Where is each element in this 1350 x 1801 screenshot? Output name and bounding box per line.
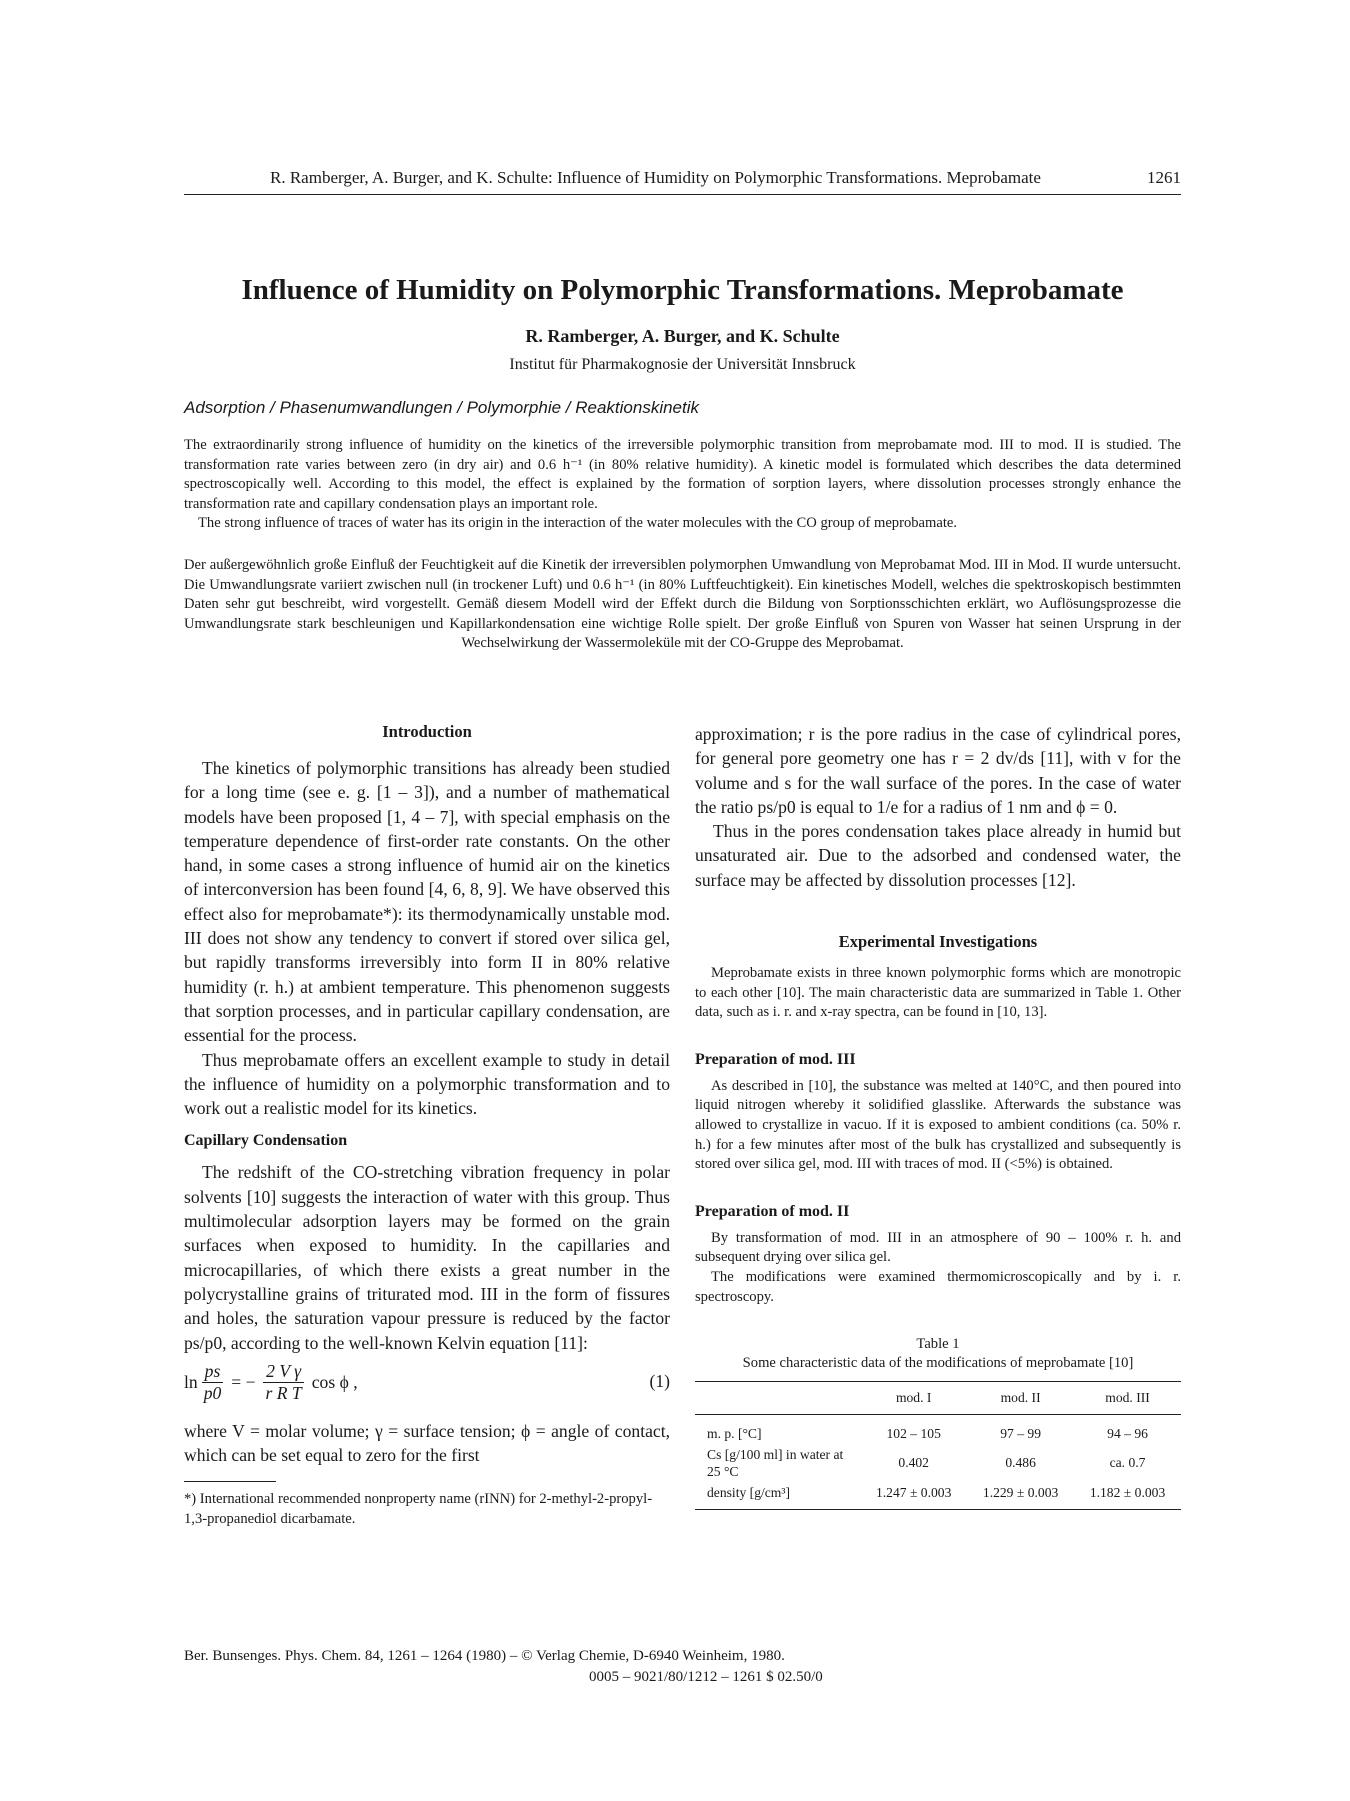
- section-heading-introduction: Introduction: [382, 722, 472, 741]
- prep-mod3-paragraph: As described in [10], the substance was melted at 140°C, and then poured into liquid nitrogen whereby it solidified glasslike. Afterwards the substance was allowed to crystallize in vacuo. If it is exposed to ambient conditions (ca. 50% r. h.) for a few minutes after most of the bulk has crystallized and subsequently is stored over silica gel, mod. III with traces of mod. II (<5%) is obtained.: [695, 1077, 1181, 1173]
- data-table: [695, 1381, 1181, 1510]
- eq-lhs-den: p0: [203, 1382, 222, 1403]
- eq-rhs-den: r R T: [265, 1382, 302, 1403]
- table-cell: 102 – 105: [886, 1425, 941, 1441]
- affiliation: Institut für Pharmakognosie der Universität Innsbruck: [509, 356, 856, 373]
- table-header-cell: [695, 1382, 860, 1415]
- table-row: [695, 1444, 1181, 1482]
- table-header-cell: mod. II: [967, 1382, 1074, 1415]
- keywords: Adsorption / Phasenumwandlungen / Polymorphie / Reaktionskinetik: [184, 398, 700, 417]
- equation-number: (1): [649, 1370, 670, 1391]
- eq-lhs-num: ps: [202, 1361, 224, 1383]
- page-footer: [184, 1646, 1181, 1688]
- table-1: [695, 1321, 1181, 1510]
- table-row: [695, 1415, 1181, 1445]
- experimental-paragraph: Meprobamate exists in three known polymorphic forms which are monotropic to each other [10]. The main characteristic data are summarized in Table 1. Other data, such as i. r. and x-ray spectra, can be found in [10, 13].: [695, 965, 1181, 1021]
- paper-title: Influence of Humidity on Polymorphic Transformations. Meprobamate: [241, 274, 1124, 306]
- section-heading-experimental: Experimental Investigations: [838, 932, 1038, 952]
- table-header-cell: mod. I: [860, 1382, 967, 1415]
- abstract-german: [184, 556, 1181, 654]
- continued-paragraph: approximation; r is the pore radius in the case of cylindrical pores, for general pore geometry one has r = 2 dv/ds [11], with v for the volume and s for the wall surface of the pores. In the case of water the ratio ps/p0 is equal to 1/e for a radius of 1 nm and ϕ = 0.: [695, 724, 1181, 817]
- eq-ln: ln: [184, 1371, 198, 1392]
- eq-equals: = −: [231, 1371, 256, 1392]
- continued-paragraph: Thus in the pores condensation takes place already in humid but unsaturated air. Due to the adsorbed and condensed water, the surface may be affected by dissolution processes [12].: [695, 821, 1181, 890]
- table-cell: 1.247 ± 0.003: [860, 1482, 967, 1510]
- left-column: [184, 722, 670, 1530]
- abstract-de-paragraph: Der außergewöhnlich große Einfluß der Feuchtigkeit auf die Kinetik der irreversiblen polymorphen Umwandlung von Meprobamat Mod. III in Mod. II wurde untersucht. Die Umwandlungsrate variiert zwischen null (in trockener Luft) und 0.6 h⁻¹ (in 80% Luftfeuchtigkeit). Ein kinetisches Modell, welches die spektroskopisch bestimmten Daten sehr gut beschreibt, wird vorgestellt. Gemäß diesem Modell wird der Effekt durch die Bildung von Sorptionsschichten erklärt, wo Auflösungsprozesse die Umwandlungsrate stark beschleunigen und Kapillarkondensation eine wichtige Rolle spielt. Der große Einfluß von Spuren von Wasser hat seinen Ursprung in der Wechselwirkung der Wassermoleküle mit der CO-Gruppe des Meprobamat.: [184, 557, 1181, 651]
- table-caption: Some characteristic data of the modifications of meprobamate [10]: [742, 1355, 1134, 1372]
- section-heading-prep-mod3: Preparation of mod. III: [695, 1050, 856, 1068]
- section-heading-capillary: Capillary Condensation: [184, 1132, 348, 1150]
- table-row-label: density [g/cm³]: [695, 1482, 860, 1510]
- section-heading-prep-mod2: Preparation of mod. II: [695, 1202, 850, 1220]
- table-cell: 94 – 96: [1107, 1425, 1148, 1441]
- running-title: R. Ramberger, A. Burger, and K. Schulte: Influence of Humidity on Polymorphic Transformations. Meprobamate: [270, 168, 1041, 187]
- prep-mod2-paragraph: The modifications were examined thermomicroscopically and by i. r. spectroscopy.: [695, 1269, 1181, 1305]
- table-header-cell: mod. III: [1074, 1382, 1181, 1415]
- footnote: *) International recommended nonproperty name (rINN) for 2-methyl-2-propyl-1,3-propanediol dicarbamate.: [184, 1491, 653, 1528]
- authors: R. Ramberger, A. Burger, and K. Schulte: [525, 326, 840, 346]
- eq-rhs-num: 2 V γ: [263, 1361, 304, 1383]
- page-number: 1261: [1147, 168, 1181, 187]
- abstract-english: [184, 436, 1181, 534]
- prep-mod2-paragraph: By transformation of mod. III in an atmosphere of 90 – 100% r. h. and subsequent drying over silica gel.: [695, 1229, 1181, 1266]
- table-cell: 1.229 ± 0.003: [967, 1482, 1074, 1510]
- table-label: Table 1: [916, 1336, 960, 1353]
- intro-paragraph: Thus meprobamate offers an excellent example to study in detail the influence of humidity on a polymorphic transformation and to work out a realistic model for its kinetics.: [184, 1049, 670, 1119]
- eq-tail: cos ϕ ,: [311, 1371, 358, 1392]
- table-header-row: [695, 1382, 1181, 1415]
- table-cell: 97 – 99: [1000, 1425, 1041, 1441]
- citation-line: Ber. Bunsenges. Phys. Chem. 84, 1261 – 1264 (1980) – © Verlag Chemie, D-6940 Weinheim, 1980.: [184, 1648, 785, 1664]
- table-cell: 0.486: [1005, 1455, 1036, 1471]
- right-column: [695, 722, 1181, 1510]
- table-cell: 1.182 ± 0.003: [1074, 1482, 1181, 1510]
- table-row: [695, 1482, 1181, 1510]
- table-row-label: Cs [g/100 ml] in water at 25 °C: [707, 1447, 844, 1480]
- table-cell: ca. 0.7: [1109, 1455, 1146, 1471]
- table-cell: 0.402: [898, 1455, 929, 1471]
- kelvin-equation: [184, 1355, 670, 1419]
- running-header: [184, 166, 1181, 195]
- abstract-en-paragraph: The extraordinarily strong influence of humidity on the kinetics of the irreversible polymorphic transition from meprobamate mod. III to mod. II is studied. The transformation rate varies between zero (in dry air) and 0.6 h⁻¹ (in 80% relative humidity). A kinetic model is formulated which describes the data determined spectroscopically well. According to this model, the effect is explained by the formation of sorption layers, where dissolution processes strongly enhance the transformation rate and capillary condensation plays an important role.: [184, 437, 1181, 512]
- abstract-en-paragraph: The strong influence of traces of water has its origin in the interaction of the water molecules with the CO group of meprobamate.: [198, 515, 958, 531]
- footnote-rule: [184, 1481, 276, 1482]
- table-row-label: m. p. [°C]: [707, 1426, 762, 1442]
- capillary-paragraph: where V = molar volume; γ = surface tension; ϕ = angle of contact, which can be set equal to zero for the first: [184, 1420, 670, 1466]
- capillary-paragraph: The redshift of the CO-stretching vibration frequency in polar solvents [10] suggests the interaction of water with this group. Thus multimolecular adsorption layers may be formed on the grain surfaces when exposed to humidity. In the capillaries and microcapillaries, of which there exists a great number in the polycrystalline grains of triturated mod. III in the form of fissures and holes, the saturation vapour pressure is reduced by the factor ps/p0, according to the well-known Kelvin equation [11]:: [184, 1162, 670, 1353]
- intro-paragraph: The kinetics of polymorphic transitions has already been studied for a long time (see e. g. [1 – 3]), and a number of mathematical models have been proposed [1, 4 – 7], with special emphasis on the temperature dependence of first-order rate constants. On the other hand, in some cases a strong influence of humid air on the kinetics of interconversion has been found [4, 6, 8, 9]. We have observed this effect also for meprobamate*): its thermodynamically unstable mod. III does not show any tendency to convert if stored over silica gel, but rapidly transforms irreversibly into form II in 80% relative humidity (r. h.) at ambient temperature. This phenomenon suggests that sorption processes, and in particular capillary condensation, are essential for the process.: [184, 758, 670, 1046]
- issn-line: 0005 – 9021/80/1212 – 1261 $ 02.50/0: [589, 1669, 823, 1685]
